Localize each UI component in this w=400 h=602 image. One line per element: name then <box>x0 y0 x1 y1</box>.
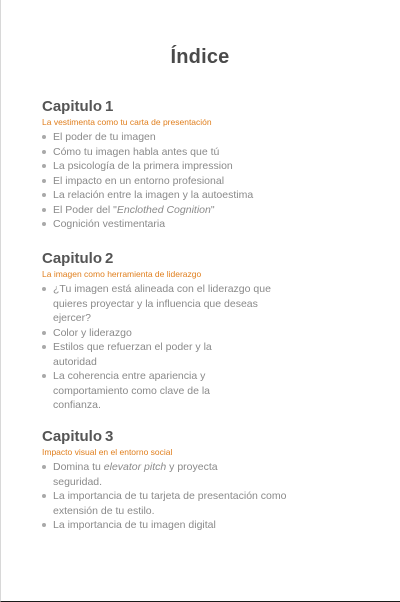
chapter-subtitle: La imagen como herramienta de liderazgo <box>42 269 202 279</box>
chapter-subtitle: Impacto visual en el entorno social <box>42 447 173 457</box>
list-item-text: La importancia de tu tarjeta de presentación como extensión de tu estilo. <box>53 490 287 517</box>
list-item <box>42 340 253 369</box>
chapter-heading <box>42 98 372 115</box>
chapter-items <box>42 460 372 533</box>
list-item-text: El Poder del " <box>53 203 117 216</box>
chapter-2 <box>42 250 372 413</box>
list-item-text: ¿Tu imagen está alineada con el liderazgo que quieres proyectar y la influencia que deseas ejercer? <box>53 283 271 324</box>
list-item-text: Domina tu <box>53 461 104 473</box>
list-item-text: y proyecta seguridad. <box>53 461 218 488</box>
list-item-text: La importancia de tu imagen digital <box>53 519 216 531</box>
list-item-emphasis: Enclothed Cognition <box>116 203 211 216</box>
list-item-text: El poder de tu imagen <box>53 131 156 143</box>
chapter-items <box>42 130 372 232</box>
bullet-icon <box>42 193 46 197</box>
bullet-icon <box>42 494 46 498</box>
chapter-3 <box>42 428 372 533</box>
list-item <box>42 326 283 341</box>
list-item <box>42 518 298 533</box>
chapter-label: Capitulo <box>42 250 102 267</box>
chapter-heading <box>42 428 372 445</box>
list-item-text: Color y liderazgo <box>53 326 132 339</box>
list-item-text: La psicología de la primera impression <box>53 160 233 172</box>
list-item-text: Estilos que refuerzan el poder y la autoridad <box>53 341 212 368</box>
list-item <box>42 282 283 326</box>
list-item <box>42 130 283 145</box>
chapter-subtitle: La vestimenta como tu carta de presentación <box>42 117 212 127</box>
chapter-label: Capitulo <box>42 98 102 115</box>
list-item-text: Cómo tu imagen habla antes que tú <box>53 145 220 158</box>
chapter-items <box>42 282 372 413</box>
bullet-icon <box>42 374 46 378</box>
page-title: Índice <box>170 46 230 68</box>
chapter-heading <box>42 250 372 267</box>
bullet-icon <box>42 331 46 335</box>
bullet-icon <box>42 523 46 527</box>
list-item <box>42 174 283 189</box>
list-item-text: Cognición vestimentaria <box>53 218 166 230</box>
list-item <box>42 489 288 518</box>
list-item-text: La coherencia entre apariencia y comportamiento como clave de la confianza. <box>53 370 210 411</box>
list-item <box>42 460 268 489</box>
bullet-icon <box>42 287 46 291</box>
chapter-label: Capitulo <box>42 428 102 445</box>
bullet-icon <box>42 135 46 139</box>
chapter-number: 3 <box>105 428 114 445</box>
list-item <box>42 145 283 160</box>
list-item-text: El impacto en un entorno profesional <box>53 174 225 187</box>
bullet-icon <box>42 150 46 154</box>
bullet-icon <box>42 222 46 226</box>
chapter-1 <box>42 98 372 232</box>
bullet-icon <box>42 208 46 212</box>
bullet-icon <box>42 465 46 469</box>
list-item-emphasis: elevator pitch <box>103 461 167 473</box>
list-item-text: La relación entre la imagen y la autoestima <box>53 189 254 201</box>
list-item <box>42 369 248 413</box>
list-item <box>42 159 283 174</box>
list-item-text: " <box>210 203 215 216</box>
chapter-number: 1 <box>105 98 114 115</box>
list-item <box>42 188 298 203</box>
bullet-icon <box>42 179 46 183</box>
list-item <box>42 203 283 218</box>
bullet-icon <box>42 164 46 168</box>
bullet-icon <box>42 345 46 349</box>
list-item <box>42 217 283 232</box>
chapter-number: 2 <box>105 250 114 267</box>
